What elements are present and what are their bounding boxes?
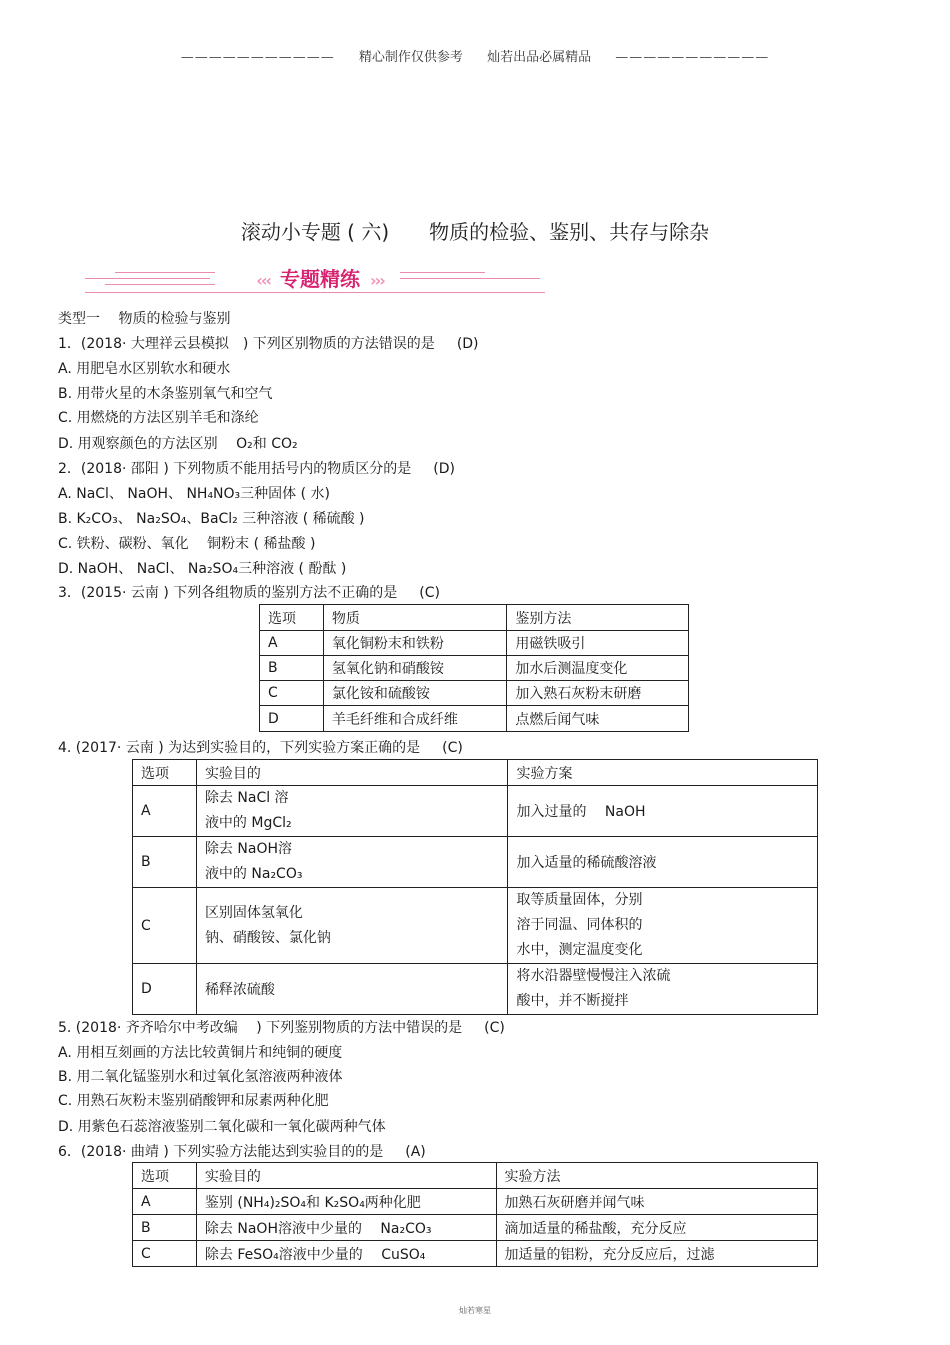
table-header-cell: 实验目的 [196, 760, 508, 786]
table-cell: 除去 NaOH溶液中少量的 Na₂CO₃ [196, 1215, 496, 1241]
cell-line: 取等质量固体，分别 [516, 892, 643, 908]
table-cell [196, 964, 508, 1015]
table-cell: A [133, 1189, 197, 1215]
question-4-answer: (C) [442, 740, 463, 756]
table-cell: C [133, 1241, 197, 1267]
cell-line: 加入适量的稀硫酸溶液 [516, 855, 657, 871]
page-header [0, 46, 950, 65]
cell-line: 区别固体氢氧化 [204, 904, 303, 921]
table-row [133, 1189, 818, 1215]
question-1-option-d: D. 用观察颜色的方法区别 O₂和 CO₂ [58, 436, 298, 452]
chevron-left-icon: ‹‹‹ [256, 271, 270, 290]
header-dash-left: ——————————— [180, 50, 335, 65]
banner-label [205, 264, 435, 294]
question-3-stem [58, 582, 440, 602]
table-header-cell: 物质 [323, 605, 507, 631]
question-1-option-b: B. 用带火星的木条鉴别氧气和空气 [58, 386, 273, 402]
table-cell: 加适量的铝粉，充分反应后，过滤 [496, 1241, 818, 1267]
table-cell: 氢氧化钠和硝酸铵 [323, 656, 507, 681]
table-cell: B [133, 837, 197, 888]
header-text-2: 灿若出品必属精品 [487, 50, 592, 65]
table-cell [196, 888, 508, 964]
table-row [133, 1241, 818, 1267]
table-cell [508, 786, 818, 837]
cell-line: 除去 NaCl 溶 [204, 790, 289, 806]
title-right: 物质的检验、鉴别、共存与除杂 [429, 220, 710, 244]
question-1-option-a: A. 用肥皂水区别软水和硬水 [58, 361, 231, 377]
table-header-cell: 选项 [133, 1163, 197, 1189]
table-header-row [133, 760, 818, 786]
table-cell: 点燃后闻气味 [507, 706, 689, 732]
question-5-option-c: C. 用熟石灰粉末鉴别硝酸钾和尿素两种化肥 [58, 1093, 329, 1109]
question-4-text: 4. (2017· 云南 ) 为达到实验目的，下列实验方案正确的是 [58, 740, 421, 756]
table-cell: 用磁铁吸引 [507, 631, 689, 656]
table-cell [196, 786, 508, 837]
question-3-table [259, 604, 689, 732]
table-cell [508, 837, 818, 888]
cell-line: 加入过量的 NaOH [516, 804, 646, 820]
section-heading: 类型一 物质的检验与鉴别 [58, 311, 231, 327]
cell-line: 水中，测定温度变化 [516, 942, 643, 958]
table-cell: B [133, 1215, 197, 1241]
question-6-stem [58, 1141, 426, 1161]
question-2-text: 2．(2018· 邵阳 ) 下列物质不能用括号内的物质区分的是 [58, 461, 412, 477]
question-6-table [132, 1162, 818, 1267]
table-row [133, 1215, 818, 1241]
table-cell: 加入熟石灰粉末研磨 [507, 681, 689, 706]
question-2-stem [58, 458, 455, 478]
question-5-text: 5. (2018· 齐齐哈尔中考改编 ) 下列鉴别物质的方法中错误的是 [58, 1020, 463, 1036]
cell-line: 将水沿器壁慢慢注入浓硫 [516, 968, 671, 984]
question-5-option-d: D. 用紫色石蕊溶液鉴别二氧化碳和一氧化碳两种气体 [58, 1119, 386, 1135]
question-2-answer: (D) [433, 461, 455, 477]
table-cell: 加水后测温度变化 [507, 656, 689, 681]
table-cell: 加熟石灰研磨并闻气味 [496, 1189, 818, 1215]
table-cell [508, 964, 818, 1015]
table-cell: D [260, 706, 324, 732]
question-5-option-a: A. 用相互刻画的方法比较黄铜片和纯铜的硬度 [58, 1045, 343, 1061]
banner-line [115, 272, 215, 273]
question-1-answer: (D) [456, 336, 479, 352]
cell-line: 酸中，并不断搅拌 [516, 993, 629, 1009]
question-3-answer: (C) [419, 585, 440, 601]
header-dash-right: ——————————— [615, 50, 770, 65]
question-2-option-c: C. 铁粉、碳粉、氧化 铜粉末 ( 稀盐酸 ) [58, 536, 316, 552]
table-cell: 氯化铵和硫酸铵 [323, 681, 507, 706]
table-row [133, 964, 818, 1015]
question-4-stem [58, 737, 463, 757]
table-row [133, 786, 818, 837]
cell-line: 钠、硝酸铵、氯化钠 [204, 929, 331, 946]
table-header-cell: 实验方案 [508, 760, 818, 786]
banner-text: 专题精练 [280, 267, 360, 291]
chevron-right-icon: ››› [370, 271, 384, 290]
table-cell: 滴加适量的稀盐酸，充分反应 [496, 1215, 818, 1241]
table-cell: B [260, 656, 324, 681]
table-cell: 鉴别 (NH₄)₂SO₄和 K₂SO₄两种化肥 [196, 1189, 496, 1215]
table-header-cell: 实验方法 [496, 1163, 818, 1189]
question-2-option-a: A. NaCl、 NaOH、 NH₄NO₃三种固体 ( 水) [58, 486, 330, 502]
table-cell: 氧化铜粉末和铁粉 [323, 631, 507, 656]
table-cell [508, 888, 818, 964]
question-3-text: 3．(2015· 云南 ) 下列各组物质的鉴别方法不正确的是 [58, 585, 398, 601]
cell-line: 液中的 MgCl₂ [204, 815, 292, 831]
question-1-stem [58, 333, 479, 353]
question-5-option-b: B. 用二氧化锰鉴别水和过氧化氢溶液两种液体 [58, 1069, 343, 1085]
question-6-answer: (A) [405, 1144, 426, 1160]
table-header-cell: 实验目的 [196, 1163, 496, 1189]
table-header-row [133, 1163, 818, 1189]
table-row [260, 656, 689, 681]
question-6-text: 6．(2018· 曲靖 ) 下列实验方法能达到实验目的的是 [58, 1144, 384, 1160]
cell-line: 除去 NaOH溶 [204, 841, 292, 857]
page-footer: 灿若寒星 [459, 1306, 491, 1315]
banner-line [105, 284, 215, 285]
question-5-answer: (C) [484, 1020, 505, 1036]
table-row [260, 681, 689, 706]
page-title [0, 216, 950, 245]
cell-line: 稀释浓硫酸 [204, 982, 275, 998]
table-header-row [260, 605, 689, 631]
table-cell [196, 837, 508, 888]
table-cell: A [133, 786, 197, 837]
table-header-cell: 选项 [133, 760, 197, 786]
title-left: 滚动小专题 ( 六) [240, 220, 390, 244]
table-row [133, 837, 818, 888]
question-2-option-d: D. NaOH、 NaCl、 Na₂SO₄三种溶液 ( 酚酞 ) [58, 561, 347, 577]
table-row [133, 888, 818, 964]
header-text-1: 精心制作仅供参考 [358, 50, 463, 65]
banner-line [85, 278, 210, 279]
question-1-option-c: C. 用燃烧的方法区别羊毛和涤纶 [58, 410, 259, 426]
cell-line: 液中的 Na₂CO₃ [204, 866, 303, 882]
question-5-stem [58, 1017, 505, 1037]
table-header-cell: 选项 [260, 605, 324, 631]
question-4-table [132, 759, 818, 1015]
table-row [260, 631, 689, 656]
cell-line: 溶于同温、同体积的 [516, 917, 643, 933]
table-cell: C [133, 888, 197, 964]
table-cell: C [260, 681, 324, 706]
table-cell: A [260, 631, 324, 656]
question-2-option-b: B. K₂CO₃、 Na₂SO₄、BaCl₂ 三种溶液 ( 稀硫酸 ) [58, 511, 365, 527]
table-cell: D [133, 964, 197, 1015]
table-cell: 羊毛纤维和合成纤维 [323, 706, 507, 732]
question-1-text: 1．(2018· 大理祥云县模拟 ) 下列区别物质的方法错误的是 [58, 336, 435, 352]
table-row [260, 706, 689, 732]
table-cell: 除去 FeSO₄溶液中少量的 CuSO₄ [196, 1241, 496, 1267]
section-banner [85, 262, 555, 298]
table-header-cell: 鉴别方法 [507, 605, 689, 631]
